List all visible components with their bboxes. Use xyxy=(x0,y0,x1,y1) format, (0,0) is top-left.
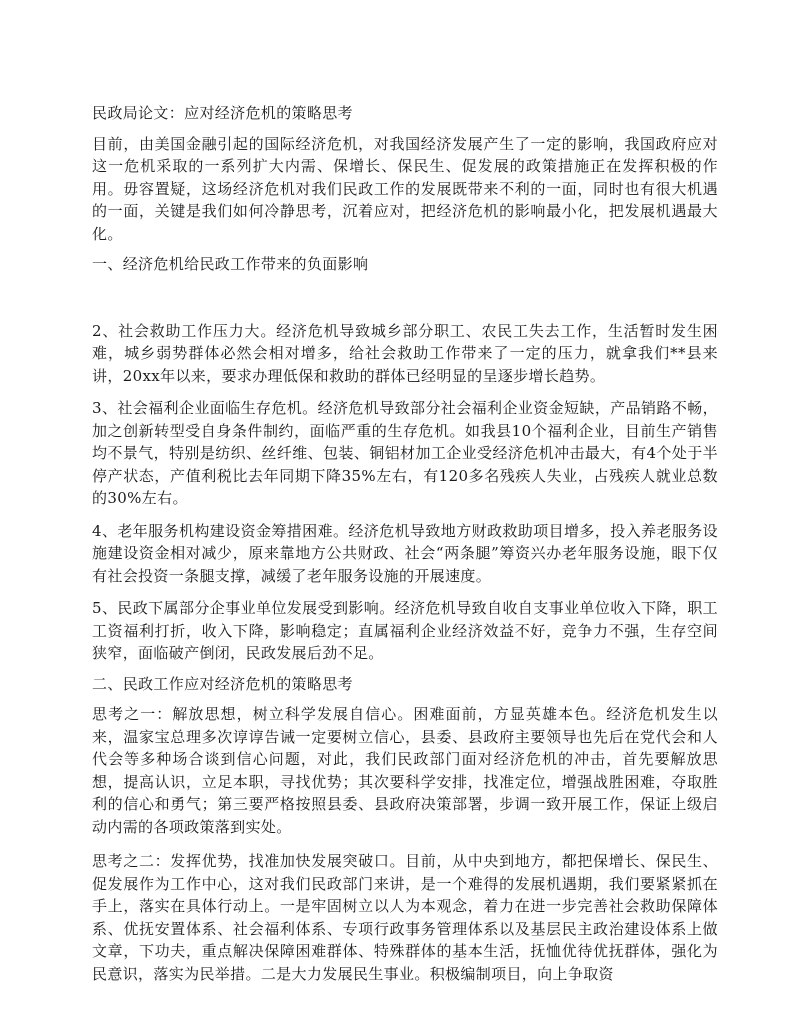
thought-paragraph: 思考之二：发挥优势，找准加快发展突破口。目前，从中央到地方，都把保增长、保民生、促发展作为工作中心，这对我们民政部门来讲，是一个难得的发展机遇期，我们要紧紧抓在手上，落实在具体行动上。一是牢固树立以人为本观念，着力在进一步完善社会救助保障体系、优抚安置体系、社会福利体系、专项行政事务管理体系以及基层民主政治建设体系上做文章，下功夫，重点解决保障困难群体、特殊群体的基本生活，抚恤优待优抚群体，强化为民意识，落实为民举措。二是大力发展民生事业。积极编制项目，向上争取资 xyxy=(92,852,718,983)
document-page xyxy=(92,102,718,985)
list-item: 5、民政下属部分企事业单位发展受到影响。经济危机导致自收自支事业单位收入下降，职工工资福利打折，收入下降，影响稳定；直属福利企业经济效益不好，竞争力不强，生存空间狭窄，面临破产倒闭，民政发展后劲不足。 xyxy=(92,599,718,662)
thought-paragraph: 思考之一：解放思想，树立科学发展自信心。困难面前，方显英雄本色。经济危机发生以来，温家宝总理多次谆谆告诫一定要树立信心，县委、县政府主要领导也先后在党代会和人代会等多种场合谈到信心问题，对此，我们民政部门面对经济危机的冲击，首先要解放思想，提高认识，立足本职，寻找优势；其次要科学安排，找准定位，增强战胜困难，夺取胜利的信心和勇气；第三要严格按照县委、县政府决策部署，步调一致开展工作，保证上级启动内需的各项政策落到实处。 xyxy=(92,705,718,836)
document-title: 民政局论文：应对经济危机的策略思考 xyxy=(92,104,353,122)
list-item: 2、社会救助工作压力大。经济危机导致城乡部分职工、农民工失去工作，生活暂时发生困难，城乡弱势群体必然会相对增多，给社会救助工作带来了一定的压力，就拿我们**县来讲，20xx年以来，要求办理低保和救助的群体已经明显的呈逐步增长趋势。 xyxy=(92,321,718,385)
section-heading-2: 二、民政工作应对经济危机的策略思考 xyxy=(92,674,353,693)
section-heading-1: 一、经济危机给民政工作带来的负面影响 xyxy=(92,255,369,273)
list-item: 4、老年服务机构建设资金筹措困难。经济危机导致地方财政救助项目增多，投入养老服务设施建设资金相对减少，原来靠地方公共财政、社会“两条腿”筹资兴办老年服务设施，眼下仅有社会投资一条腿支撑，减缓了老年服务设施的开展速度。 xyxy=(92,521,718,585)
list-item: 3、社会福利企业面临生存危机。经济危机导致部分社会福利企业资金短缺，产品销路不畅，加之创新转型受自身条件制约，面临严重的生存危机。如我县10个福利企业，目前生产销售均不景气，特别是纺织、丝纤维、包装、铜铝材加工企业受经济危机冲击最大，有4个处于半停产状态，产值利税比去年同期下降35%左右，有120多名残疾人失业，占残疾人就业总数的30%左右。 xyxy=(92,399,718,507)
intro-paragraph: 目前，由美国金融引起的国际经济危机，对我国经济发展产生了一定的影响，我国政府应对这一危机采取的一系列扩大内需、保增长、保民生、促发展的政策措施正在发挥积极的作用。毋容置疑，这场经济危机对我们民政工作的发展既带来不利的一面，同时也有很大机遇的一面，关键是我们如何冷静思考，沉着应对，把经济危机的影响最小化，把发展机遇最大化。 xyxy=(92,134,718,243)
